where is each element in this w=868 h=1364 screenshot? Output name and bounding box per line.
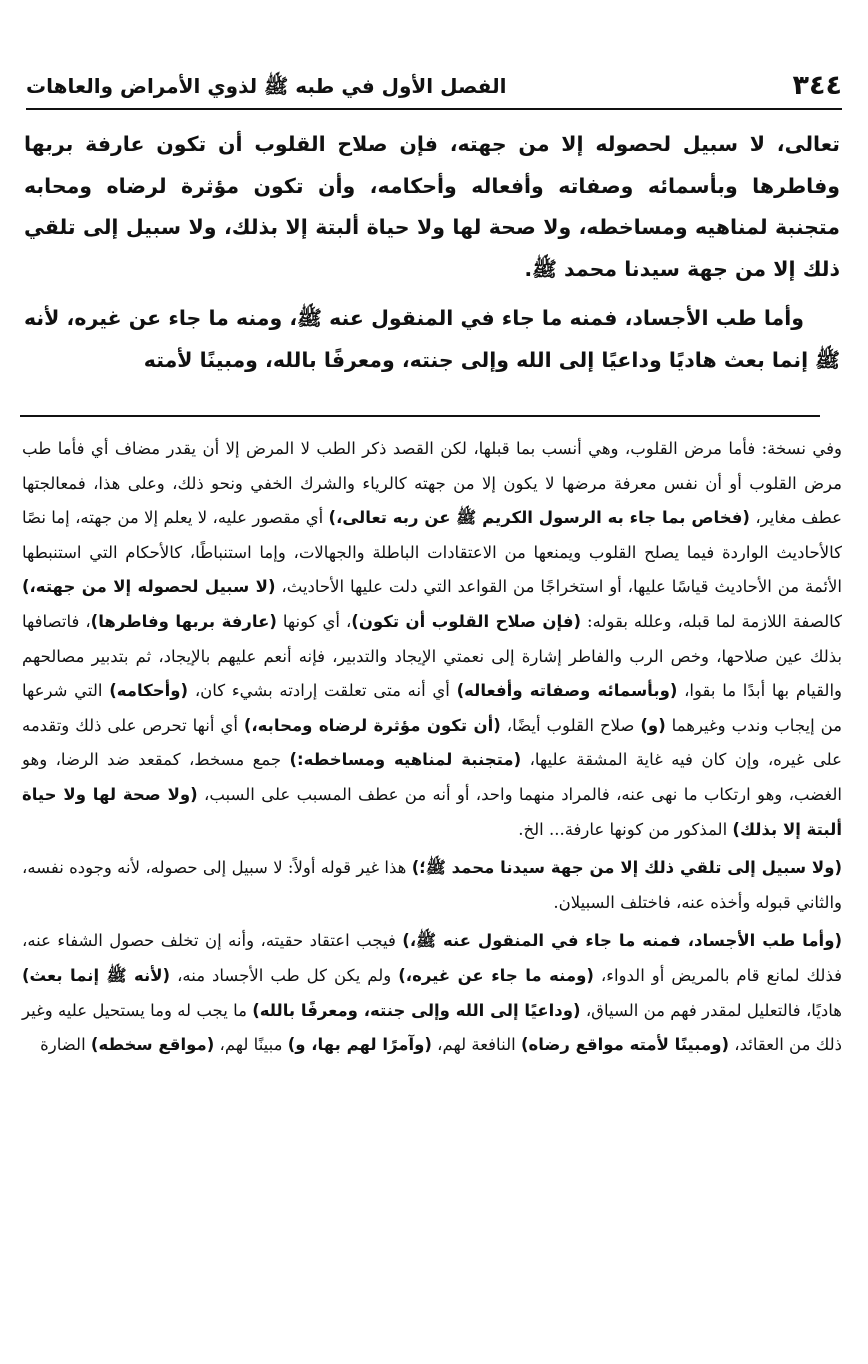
quoted-matn-text: (فإن صلاح القلوب أن تكون) xyxy=(351,611,582,631)
page-number: ٣٤٤ xyxy=(792,70,842,101)
quoted-matn-text: (فخاص بما جاء به الرسول الكريم ﷺ عن ربه تعالى،) xyxy=(328,508,750,528)
quoted-matn-text: (لا سبيل لحصوله إلا من جهته،) xyxy=(22,577,276,597)
commentary-text: ، أي كونها xyxy=(276,611,352,631)
note-paragraph xyxy=(22,851,842,920)
commentary-text: أي مقصور عليه، لا يعلم إلا من جهته، إما نصًا كالأحاديث الواردة فيما يصلح القلوب ويمنعها من الاعتقادات الباطلة والجهالات، وإما استنباطًا، كالأحكام التي استنبطها الأئمة من الأحاديث قياسًا عليها، أو استخراجًا من القواعد التي دلت عليها الأحاديث، xyxy=(22,508,842,597)
quoted-matn-text: (مواقع سخطه) xyxy=(90,1035,215,1055)
quoted-matn-text: (وأما طب الأجساد، فمنه ما جاء في المنقول عنه ﷺ،) xyxy=(402,931,843,951)
quoted-matn-text: (ولا سبيل إلى تلقي ذلك إلا من جهة سيدنا محمد ﷺ؛) xyxy=(411,858,842,878)
commentary-text: المذكور من كونها عارفة... الخ. xyxy=(518,819,733,839)
quoted-matn-text: (وآمرًا لهم بها، و) xyxy=(287,1035,432,1055)
quoted-matn-text: (وأحكامه) xyxy=(109,681,189,701)
quoted-matn-text: (ولا صحة لها ولا حياة ألبتة إلا بذلك) xyxy=(22,784,842,839)
commentary-text: هذا غير قوله أولاً: لا سبيل إلى حصوله، لأنه وجوده نفسه، والثاني قبوله وأخذه عنه، فاختلف السبيلان. xyxy=(22,858,842,912)
quoted-matn-text: (وداعيًا إلى الله وإلى جنته، ومعرفًا بالله) xyxy=(252,1000,581,1020)
footnote-divider xyxy=(20,415,820,417)
quoted-matn-text: (وبأسمائه وصفاته وأفعاله) xyxy=(456,681,678,701)
commentary-text: هاديًا، فالتعليل لمقدر فهم من السياق، xyxy=(580,1000,842,1020)
main-paragraph: تعالى، لا سبيل لحصوله إلا من جهته، فإن صلاح القلوب أن تكون عارفة بربها وفاطرها وبأسمائه وصفاته وأفعاله وأحكامه، وأن تكون مؤثرة لرضاه ومحابه متجنبة لمناهيه ومساخطه، ولا صحة لها ولا حياة ألبتة إلا بذلك، ولا سبيل إلى تلقي ذلك إلا من جهة سيدنا محمد ﷺ. xyxy=(24,132,840,281)
running-title: الفصل الأول في طبه ﷺ لذوي الأمراض والعاهات xyxy=(26,74,507,98)
commentary-text: أي أنه متى تعلقت إرادته بشيء كان، xyxy=(188,681,457,701)
quoted-matn-text: (ومنه ما جاء عن غيره،) xyxy=(398,965,594,985)
commentary-text: كالصفة اللازمة لما قبله، وعلله بقوله: xyxy=(581,611,842,631)
quoted-matn-text: (ومبينًا لأمته مواقع رضاه) xyxy=(520,1035,730,1055)
commentary-text: صلاح القلوب أيضًا، xyxy=(500,715,641,735)
main-paragraph: وأما طب الأجساد، فمنه ما جاء في المنقول عنه ﷺ، ومنه ما جاء عن غيره، لأنه ﷺ إنما بعث هاديًا وداعيًا إلى الله وإلى جنته، ومعرفًا بالله، ومبينًا لأمته xyxy=(24,306,840,372)
quoted-matn-text: (أن تكون مؤثرة لرضاه ومحابه،) xyxy=(243,715,501,735)
commentary-text: وفي نسخة: فأما مرض القلوب، وهي أنسب بما قبلها، لكن القصد ذكر الطب لا المرض إلا أن يقدر مضاف أي فأما طب مرض القلوب أو أن نفس معرفة مرضها لا يكون إلا من جهته كالرياء والشرك الخفي ونحو ذلك، وعلى هذا، فمعالجتها عطف مغاير، xyxy=(22,439,842,528)
main-text xyxy=(24,124,840,381)
commentary-text: التي شرعها من إيجاب وندب وغيرهما xyxy=(22,681,842,735)
page-header xyxy=(26,66,842,110)
commentary-text: الضارة xyxy=(40,1035,91,1055)
commentary-notes xyxy=(22,432,842,1063)
quoted-matn-text: (متجنبة لمناهيه ومساخطه:) xyxy=(289,750,522,770)
commentary-text: ما يجب له وما يستحيل عليه وغير ذلك من العقائد، xyxy=(22,1000,842,1055)
quoted-matn-text: (لأنه ﷺ إنما بعث) xyxy=(22,965,171,985)
commentary-text: جمع مسخط، كمقعد ضد الرضا، وهو الغضب، وهو ارتكاب ما نهى عنه، فالمراد منهما واحد، أو أنه من عطف المسبب على السبب، xyxy=(22,750,842,804)
quoted-matn-text: (عارفة بربها وفاطرها) xyxy=(90,611,277,631)
note-paragraph xyxy=(22,924,842,1062)
commentary-text: أي أنها تحرص على ذلك وتقدمه على غيره، وإن كان فيه غاية المشقة عليها، xyxy=(22,715,842,770)
note-paragraph xyxy=(22,432,842,847)
commentary-text: مبينًا لهم، xyxy=(214,1035,288,1055)
commentary-text: ، فاتصافها بذلك عين صلاحها، وخص الرب والفاطر إشارة إلى نعمتي الإيجاد والتدبير، فإنه أنعم عليهم بالإيجاد، ثم بتدبير مصالحهم والقيام بها أبدًا ما بقوا، xyxy=(22,611,843,701)
commentary-text: النافعة لهم، xyxy=(431,1035,521,1055)
quoted-matn-text: (و) xyxy=(640,715,666,735)
commentary-text: فيجب اعتقاد حقيته، وأنه إن تخلف حصول الشفاء عنه، فذلك لمانع قام بالمريض أو الدواء، xyxy=(22,931,843,985)
commentary-text: ولم يكن كل طب الأجساد منه، xyxy=(170,965,399,985)
